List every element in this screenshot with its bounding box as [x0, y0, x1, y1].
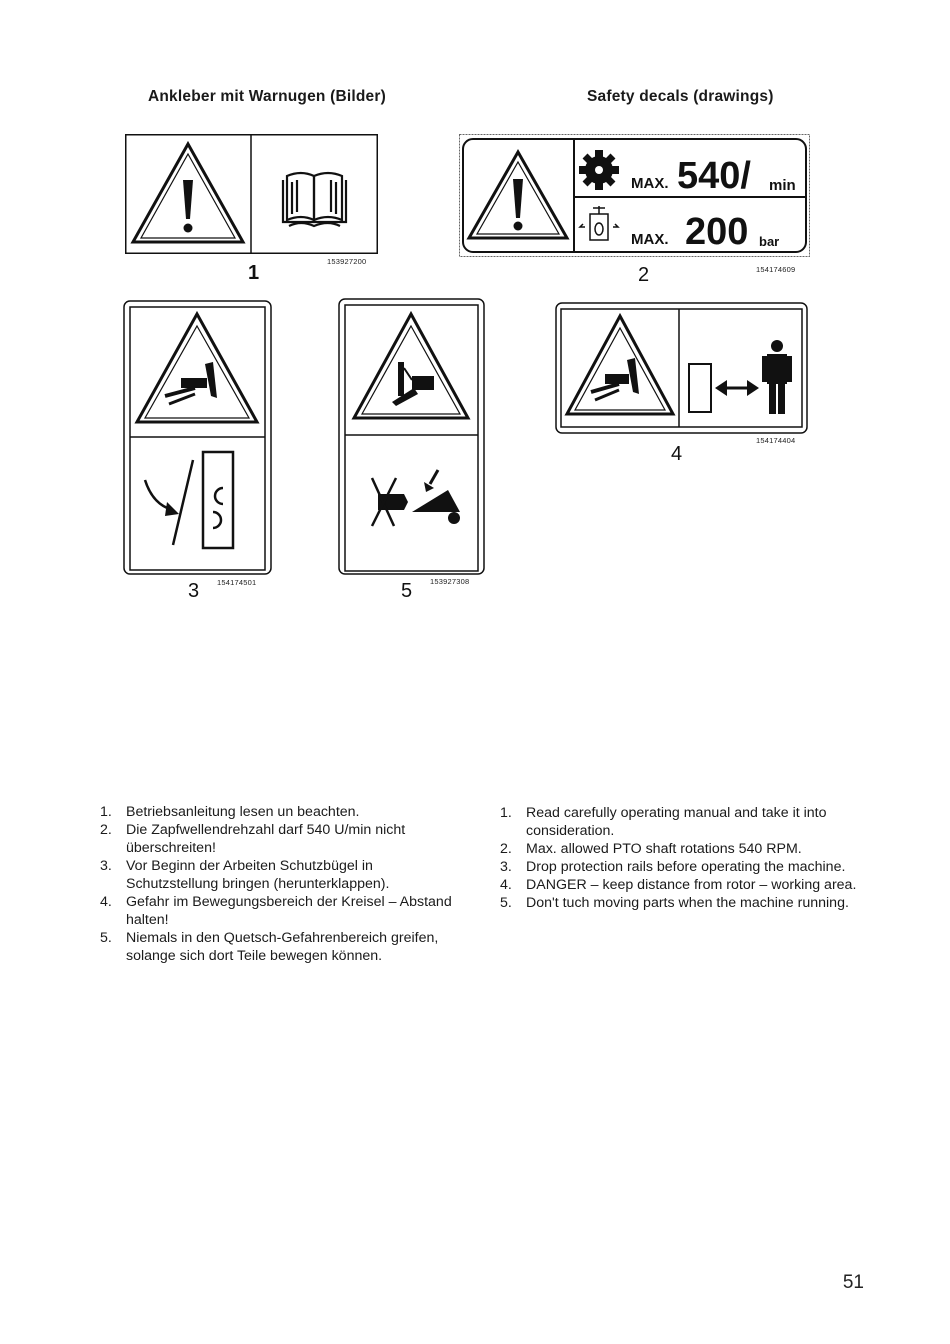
decal-2-code: 154174609 — [756, 265, 796, 274]
decal-3-graphic — [123, 300, 272, 576]
list-item — [500, 804, 875, 840]
pto-value: 540/ — [677, 155, 751, 197]
list-item-text: Betriebsanleitung lesen un beachten. — [126, 804, 360, 820]
decal-2 — [459, 134, 810, 258]
decal-4-graphic — [555, 302, 808, 434]
list-item-number: 4. — [100, 894, 112, 910]
list-item-text: Gefahr im Bewegungsbereich der Kreisel – Abstand halten! — [126, 894, 452, 928]
decal-4-code: 154174404 — [756, 436, 796, 445]
list-item-number: 4. — [500, 877, 512, 893]
pto-max-label: MAX. — [631, 175, 669, 192]
decal-5-number: 5 — [401, 580, 413, 602]
list-item — [100, 857, 460, 893]
list-item-text: Don't tuch moving parts when the machine running. — [526, 895, 849, 911]
pto-unit: min — [769, 177, 796, 194]
list-item-text: Niemals in den Quetsch-Gefahrenbereich greifen, solange sich dort Teile bewegen können. — [126, 930, 439, 964]
list-item-number: 2. — [500, 841, 512, 857]
list-item-number: 5. — [100, 930, 112, 946]
decal-2-graphic — [459, 134, 810, 258]
decal-5-code: 153927308 — [430, 577, 470, 586]
list-item-text: Max. allowed PTO shaft rotations 540 RPM. — [526, 841, 802, 857]
list-item — [500, 858, 875, 876]
decal-3-number: 3 — [188, 580, 200, 602]
decal-5 — [338, 298, 485, 576]
list-item-text: Vor Beginn der Arbeiten Schutzbügel in Schutzstellung bringen (herunterklappen). — [126, 858, 390, 892]
pressure-unit: bar — [759, 234, 780, 249]
decal-1-code: 153927200 — [327, 257, 367, 266]
list-item-text: DANGER – keep distance from rotor – working area. — [526, 877, 857, 893]
decal-2-number: 2 — [638, 264, 650, 286]
list-item — [100, 893, 460, 929]
decal-1 — [125, 134, 378, 254]
list-item — [100, 929, 460, 965]
decal-5-graphic — [338, 298, 485, 576]
list-item-number: 5. — [500, 895, 512, 911]
english-instructions-list — [500, 804, 875, 912]
list-item-text: Die Zapfwellendrehzahl darf 540 U/min nicht überschreiten! — [126, 822, 406, 856]
decal-1-graphic — [125, 134, 378, 254]
pressure-value: 200 — [685, 211, 749, 253]
heading-german: Ankleber mit Warnugen (Bilder) — [148, 88, 386, 105]
heading-english: Safety decals (drawings) — [587, 88, 774, 105]
list-item-number: 3. — [100, 858, 112, 874]
list-item — [100, 821, 460, 857]
list-item-text: Read carefully operating manual and take it into consideration. — [526, 805, 827, 839]
list-item — [500, 840, 875, 858]
german-instructions-list — [100, 803, 460, 965]
decal-1-number: 1 — [248, 262, 260, 284]
decal-3-code: 154174501 — [217, 578, 257, 587]
decal-3 — [123, 300, 272, 576]
list-item-number: 2. — [100, 822, 112, 838]
list-item-number: 1. — [100, 804, 112, 820]
pressure-max-label: MAX. — [631, 231, 669, 248]
list-item — [100, 803, 460, 821]
list-item-text: Drop protection rails before operating the machine. — [526, 859, 846, 875]
decal-4-number: 4 — [671, 443, 683, 465]
list-item-number: 1. — [500, 805, 512, 821]
list-item — [500, 876, 875, 894]
list-item — [500, 894, 875, 912]
page-number: 51 — [842, 1272, 864, 1293]
decal-4 — [555, 302, 808, 434]
list-item-number: 3. — [500, 859, 512, 875]
